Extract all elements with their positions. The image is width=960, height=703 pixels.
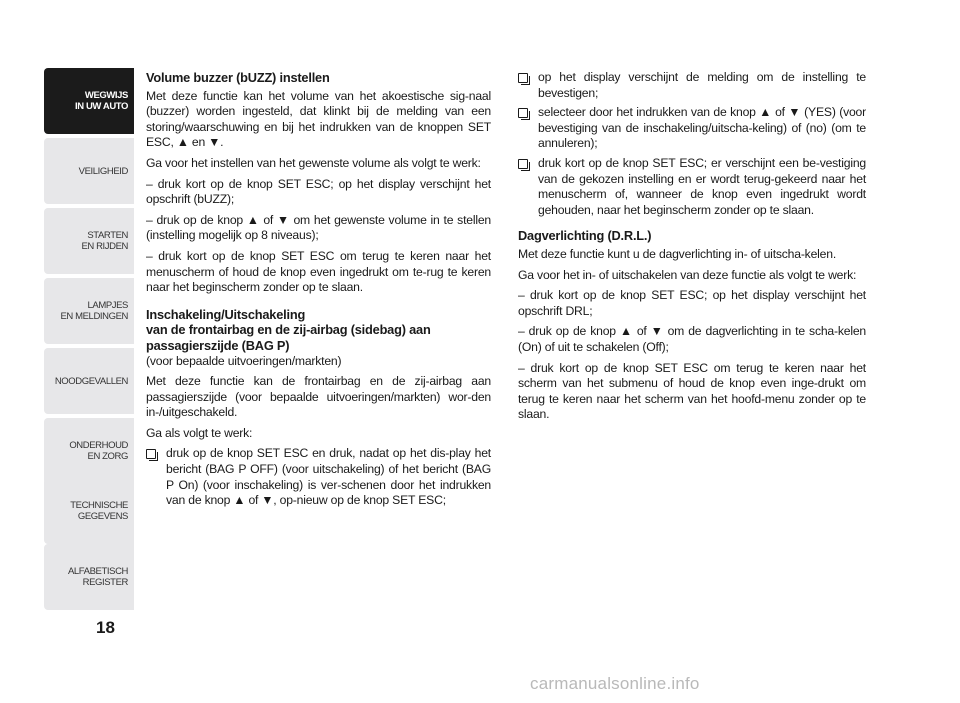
heading-line: passagierszijde (BAG P) xyxy=(146,337,290,353)
list-item-text: op het display verschijnt de melding om de instelling te bevestigen; xyxy=(538,70,866,100)
left-column xyxy=(146,70,491,513)
tab-label: LAMPJES EN MELDINGEN xyxy=(60,300,128,322)
list-item-text: druk kort op de knop SET ESC; er verschijnt een be-vestiging van de gekozen instelling en er wordt terug-gekeerd naar het menuscherm of, wanneer de knop even ingedrukt wordt gehouden, naar het beginscherm zonder op te slaan. xyxy=(538,155,866,217)
list-item xyxy=(518,105,866,152)
list-item-text: druk op de knop SET ESC en druk, nadat op het dis-play het bericht (BAG P OFF) (voor uitschakeling) of het bericht (BAG P On) (voor inschakeling) is ver-schenen door het indrukken van de knop ▲ of ▼, op-nieuw op de knop SET ESC; xyxy=(166,446,491,508)
tab-technische-gegevens[interactable] xyxy=(44,478,134,544)
tab-onderhoud-en-zorg[interactable] xyxy=(44,418,134,484)
section-heading-buzzer: Volume buzzer (bUZZ) instellen xyxy=(146,70,330,85)
tab-label: ALFABETISCH REGISTER xyxy=(67,566,128,588)
right-column xyxy=(518,70,866,428)
tab-noodgevallen[interactable] xyxy=(44,348,134,414)
checkbox-bullet-icon xyxy=(518,73,528,83)
paragraph: – druk op de knop ▲ of ▼ om de dagverlichting in te scha-kelen (On) of uit te schakelen (Off); xyxy=(518,324,866,354)
paragraph: Ga voor het instellen van het gewenste volume als volgt te werk: xyxy=(146,155,481,170)
section-heading-drl: Dagverlichting (D.R.L.) xyxy=(518,228,652,244)
paragraph: Ga voor het in- of uitschakelen van deze functie als volgt te werk: xyxy=(518,267,857,282)
list-item xyxy=(146,446,491,508)
tab-label: ONDERHOUD EN ZORG xyxy=(69,440,128,462)
site-watermark: carmanualsonline.info xyxy=(530,674,700,693)
page-number: 18 xyxy=(96,618,115,637)
checkbox-bullet-icon xyxy=(518,159,528,169)
paragraph: Met deze functie kunt u de dagverlichting in- of uitscha-kelen. xyxy=(518,246,837,261)
tab-lampjes-en-meldingen[interactable] xyxy=(44,278,134,344)
section-heading-airbag xyxy=(146,307,491,354)
tab-wegwijs-in-uw-auto[interactable] xyxy=(44,68,134,134)
paragraph: – druk kort op de knop SET ESC om terug te keren naar het menuscherm of houd de knop even ingedrukt om te-rug te keren naar het beginscherm zonder op te slaan. xyxy=(146,248,491,295)
heading-line: van de frontairbag en de zij-airbag (sidebag) aan xyxy=(146,322,431,338)
paragraph: – druk kort op de knop SET ESC; op het display verschijnt het opschrift DRL; xyxy=(518,288,866,318)
paragraph: Met deze functie kan de frontairbag en de zij-airbag aan passagierszijde (voor bepaalde uitvoeringen/markten) wor-den in-/uitgeschakeld. xyxy=(146,374,491,420)
checkbox-bullet-icon xyxy=(518,108,528,118)
list-item xyxy=(518,156,866,218)
tab-alfabetisch-register[interactable] xyxy=(44,544,134,610)
tab-starten-en-rijden[interactable] xyxy=(44,208,134,274)
tab-label: VEILIGHEID xyxy=(78,165,128,177)
list-item-text: selecteer door het indrukken van de knop ▲ of ▼ (YES) (voor bevestiging van de inschakeling/uitscha-keling) of (no) (om te annuleren); xyxy=(538,105,866,151)
tab-label: STARTEN EN RIJDEN xyxy=(81,230,128,252)
section-subtitle: (voor bepaalde uitvoeringen/markten) xyxy=(146,353,342,368)
tab-label: NOODGEVALLEN xyxy=(54,375,128,387)
checkbox-bullet-icon xyxy=(146,449,156,459)
paragraph: – druk op de knop ▲ of ▼ om het gewenste volume in te stellen (instelling mogelijk op 8 niveaus); xyxy=(146,212,491,243)
paragraph: Ga als volgt te werk: xyxy=(146,425,253,440)
heading-line: Inschakeling/Uitschakeling xyxy=(146,306,306,322)
list-item xyxy=(518,70,866,101)
paragraph: – druk kort op de knop SET ESC; op het display verschijnt het opschrift (bUZZ); xyxy=(146,176,491,207)
tab-label: WEGWIJS IN UW AUTO xyxy=(75,90,128,112)
paragraph: Met deze functie kan het volume van het akoestische sig-naal (buzzer) worden ingesteld, dat klinkt bij de melding van een storing/waarschuwing en bij het indrukken van de knoppen SET ESC, ▲ en ▼. xyxy=(146,88,491,150)
tab-veiligheid[interactable] xyxy=(44,138,134,204)
tab-label: TECHNISCHE GEGEVENS xyxy=(70,500,128,522)
paragraph: – druk kort op de knop SET ESC om terug te keren naar het scherm van het submenu of houd de knop even inge-drukt om terug te keren naar het scherm van het hoofd-menu zonder op te slaan. xyxy=(518,360,866,422)
